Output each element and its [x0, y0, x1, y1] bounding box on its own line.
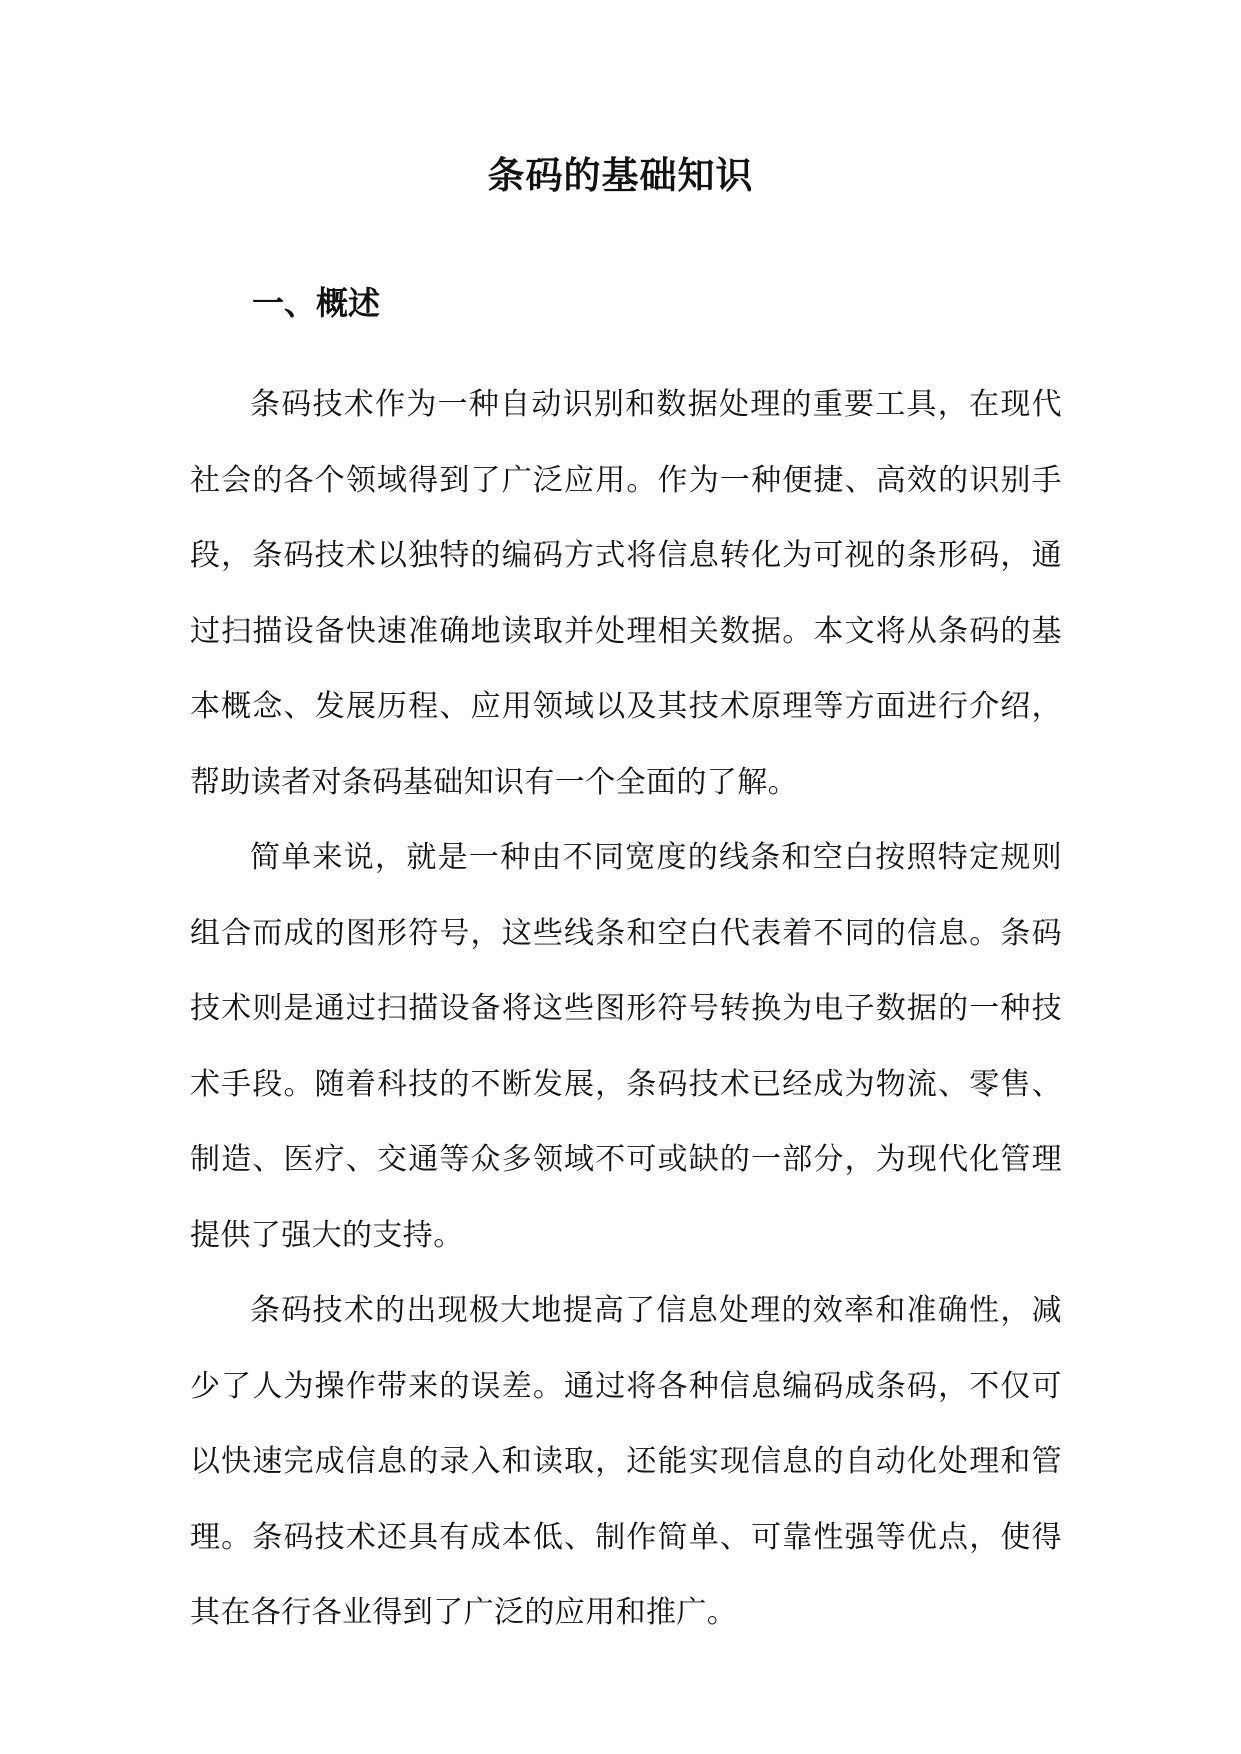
paragraph: 条码技术作为一种自动识别和数据处理的重要工具，在现代社会的各个领域得到了广泛应用。作为一种便捷、高效的识别手段，条码技术以独特的编码方式将信息转化为可视的条形码，通过扫描设备快速准确地读取并处理相关数据。本文将从条码的基本概念、发展历程、应用领域以及其技术原理等方面进行介绍，帮助读者对条码基础知识有一个全面的了解。	[190, 387, 1062, 800]
document-title: 条码的基础知识	[487, 154, 754, 197]
paragraph: 简单来说，就是一种由不同宽度的线条和空白按照特定规则组合而成的图形符号，这些线条和空白代表着不同的信息。条码技术则是通过扫描设备将这些图形符号转换为电子数据的一种技术手段。随着科技的不断发展，条码技术已经成为物流、零售、制造、医疗、交通等众多领域不可或缺的一部分，为现代化管理提供了强大的支持。	[190, 840, 1062, 1253]
section-heading-overview: 一、概述	[252, 284, 381, 322]
document-body	[190, 367, 1062, 1651]
paragraph: 条码技术的出现极大地提高了信息处理的效率和准确性，减少了人为操作带来的误差。通过将各种信息编码成条码，不仅可以快速完成信息的录入和读取，还能实现信息的自动化处理和管理。条码技术还具有成本低、制作简单、可靠性强等优点，使得其在各行各业得到了广泛的应用和推广。	[190, 1293, 1062, 1630]
